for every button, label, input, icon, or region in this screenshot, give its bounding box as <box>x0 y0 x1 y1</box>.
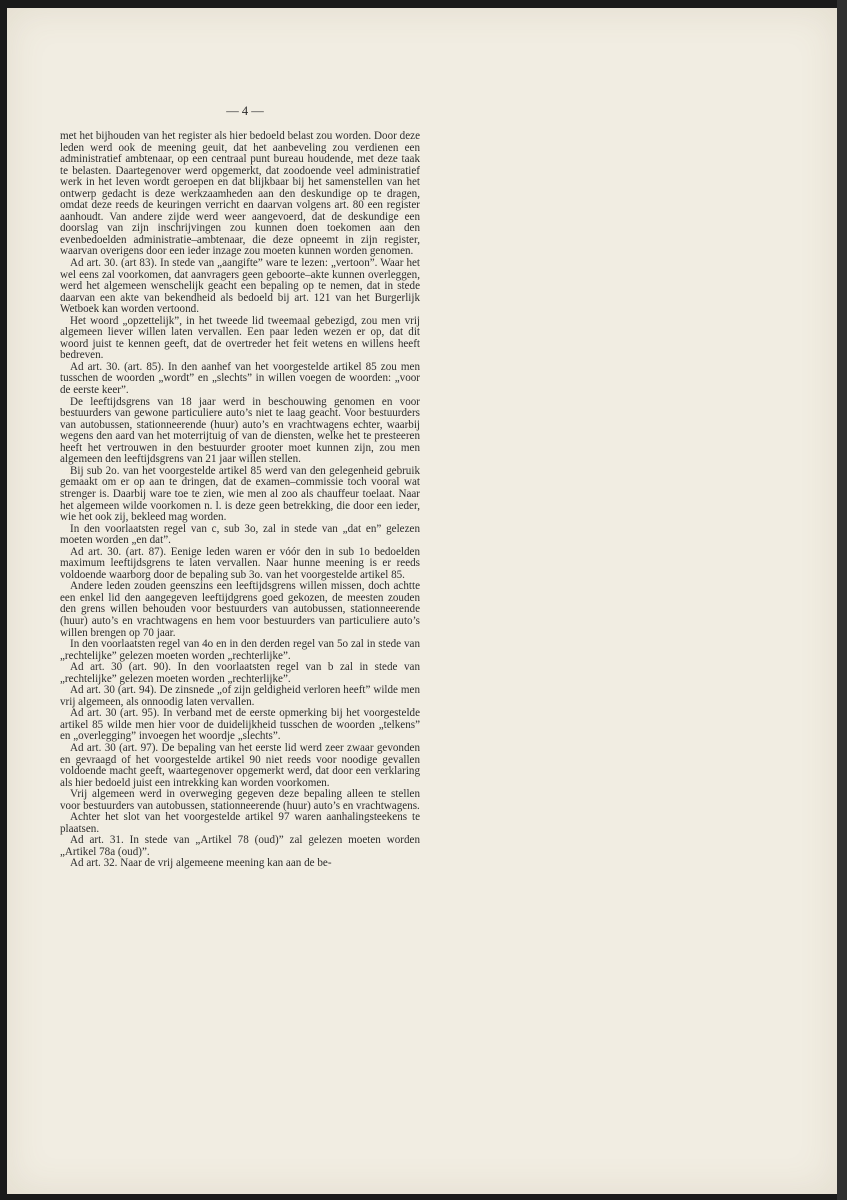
paragraph: In den voorlaatsten regel van c, sub 3o, zal in stede van „dat en” gelezen moeten worden „en dat”. <box>60 522 420 547</box>
paragraph: Ad art. 31. In stede van „Artikel 78 (oud)” zal gelezen moeten worden „Artikel 78a (oud)”. <box>60 834 420 858</box>
paragraph: met het bijhouden van het register als hier bedoeld belast zou worden. Door deze leden werd ook de meening geuit, dat het aanbeveling zou verdienen een administratief ambtenaar, op een centraal punt bureau houdende, met deze taak te belasten. Daartegenover werd opgemerkt, dat zoodoende veel administratief werk in het leven wordt geroepen en dat blijkbaar bij het samenstellen van het ontwerp gedacht is deze werkzaamheden aan den deskundige op te dragen, omdat deze reeds de keuringen verricht en daarvan volgens art. 80 een register aanhoudt. Van andere zijde werd weer aangevoerd, dat de deskundige een doorslag van zijn inschrijvingen zou kunnen doen toekomen aan den evenbedoelden administratie–ambtenaar, die deze opneemt in zijn register, waarvan overigens door een ieder inzage zou moeten kunnen worden genomen. <box>60 130 420 258</box>
scanner-edge <box>837 0 847 1200</box>
paragraph: Ad art. 30 (art. 95). In verband met de eerste opmerking bij het voorgestelde artikel 85 wilde men hier voor de duidelijkheid tusschen de woorden „telkens” en „overlegging” invoegen het woordje „slechts”. <box>60 707 420 743</box>
paragraph: De leeftijdsgrens van 18 jaar werd in beschouwing genomen en voor bestuurders van gewone particuliere auto’s niet te laag geacht. Voor bestuurders van autobussen, stationneerende (huur) auto’s en vrachtwagens echter, waarbij wegens den aard van het moterrijtuig of van de diensten, welke het te presteeren heeft het vertrouwen in den bestuurder grooter moet kunnen zijn, zou men algemeen den leeftijdsgrens van 21 jaar willen stellen. <box>60 395 420 466</box>
paragraph: Bij sub 2o. van het voorgestelde artikel 85 werd van den gelegenheid gebruik gemaakt om er op aan te dringen, dat de examen–commissie toch vooral wat strenger is. Daarbij ware toe te zien, wie men al zoo als chauffeur toelaat. Naar het algemeen wilde voorkomen n. l. is deze geen betrekking, die door een ieder, wie het ook zij, bekleed mag worden. <box>60 464 420 524</box>
paragraph: Ad art. 30. (art. 85). In den aanhef van het voorgestelde artikel 85 zou men tusschen de woorden „wordt” en „slechts” in willen voegen de woorden: „voor de eerste keer”. <box>60 360 420 397</box>
paragraph: Ad art. 30. (art. 87). Eenige leden waren er vóór den in sub 1o bedoelden maximum leeftijdsgrens te laten vervallen. Naar hunne meening is er reeds voldoende waarborg door de bepaling sub 3o. van het voorgestelde artikel 85. <box>60 545 420 581</box>
paragraph: Het woord „opzettelijk”, in het tweede lid tweemaal gebezigd, zou men vrij algemeen liever willen laten vervallen. Een paar leden wezen er op, dat dit woord juist te kennen geeft, dat de overtreder het feit wetens en willens heeft bedreven. <box>60 314 420 362</box>
paragraph: Ad art. 32. Naar de vrij algemeene meening kan aan de be- <box>70 857 332 870</box>
paragraph: Ad art. 30 (art. 94). De zinsnede „of zijn geldigheid verloren heeft” wilde men vrij algemeen, als onnoodig laten vervallen. <box>60 684 420 708</box>
paragraph: Ad art. 30 (art. 90). In den voorlaatsten regel van b zal in stede van „rechtelijke” gelezen moeten worden „rechterlijke”. <box>60 661 420 685</box>
body-text <box>60 131 420 870</box>
paragraph: In den voorlaatsten regel van 4o en in den derden regel van 5o zal in stede van „rechtelijke” gelezen moeten worden „rechterlijke”. <box>60 638 420 662</box>
paragraph: Ad art. 30. (art 83). In stede van „aangifte” ware te lezen: „vertoon”. Waar het wel eens zal voorkomen, dat aanvragers geen geboorte–akte kunnen overleggen, werd het algemeen wenschelijk geacht een bepaling op te nemen, dat in stede daarvan een akte van bekendheid als bedoeld bij art. 121 van het Burgerlijk Wetboek kan worden vertoond. <box>60 257 420 316</box>
paragraph: Ad art. 30 (art. 97). De bepaling van het eerste lid werd zeer zwaar gevonden en gevraagd of het voorgestelde artikel 90 niet reeds voor noodige gevallen voldoende macht geeft, waartegenover opgemerkt werd, dat door een verklaring als hier bedoeld juist een intrekking kan worden voorkomen. <box>60 741 420 789</box>
paragraph: Andere leden zouden geenszins een leeftijdsgrens willen missen, doch achtte een enkel lid den aangegeven leeftijdgrens goed gekozen, de meesten zouden den grens willen behouden voor bestuurders van autobussen, stationneerende (huur) auto’s en vrachtwagens en hem voor bestuurders van particuliere auto’s willen brengen op 70 jaar. <box>60 580 420 639</box>
paragraph: Vrij algemeen werd in overweging gegeven deze bepaling alleen te stellen voor bestuurders van autobussen, stationneerende (huur) auto’s en vrachtwagens. <box>60 788 420 812</box>
document-page <box>7 8 837 1194</box>
page-number: — 4 — <box>226 104 264 118</box>
paragraph: Achter het slot van het voorgestelde artikel 97 waren aanhalingsteekens te plaatsen. <box>60 811 420 835</box>
